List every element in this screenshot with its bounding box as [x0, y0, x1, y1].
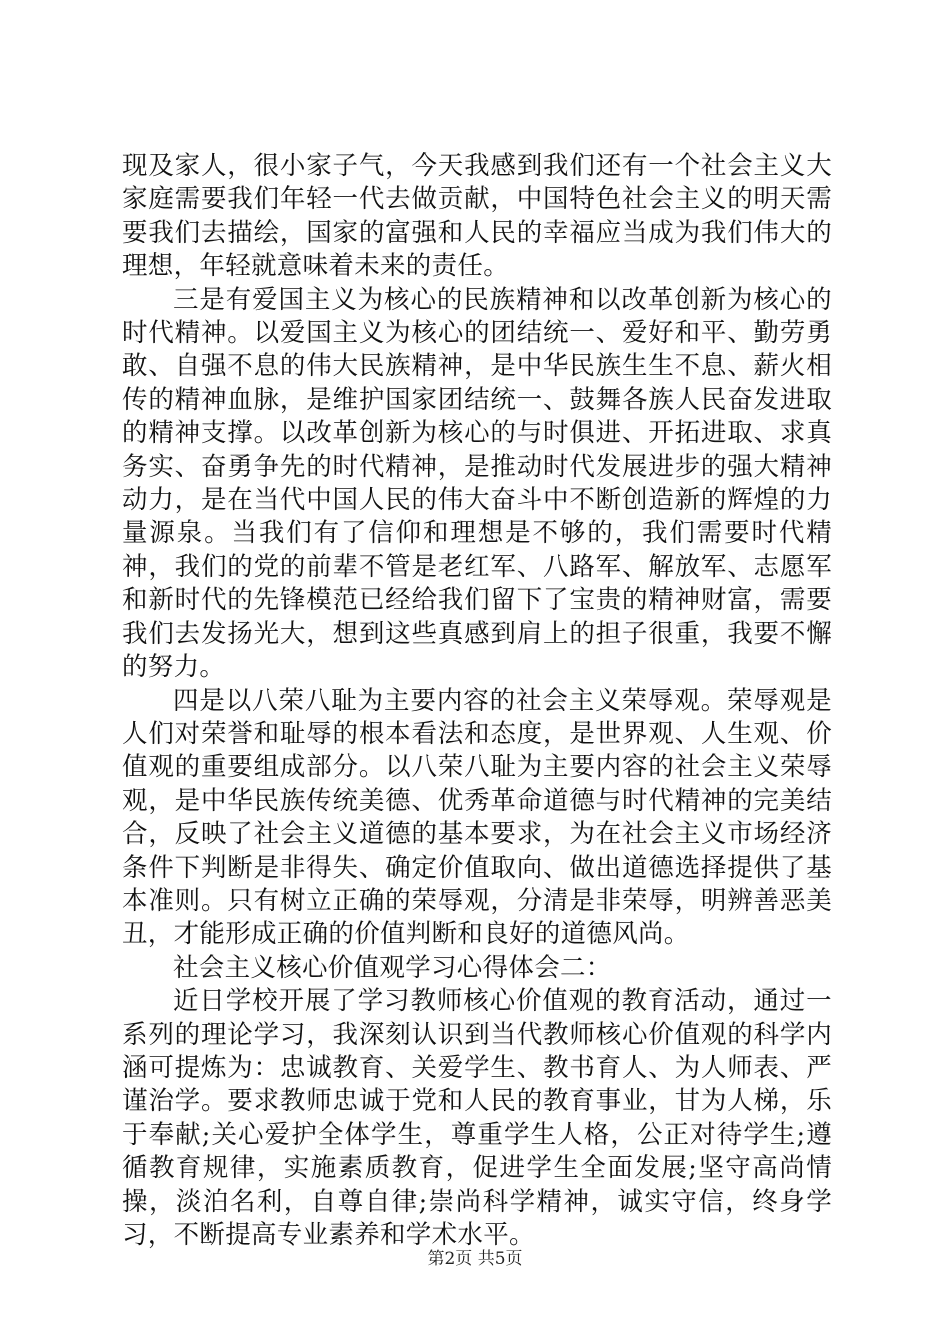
section-heading-two: 社会主义核心价值观学习心得体会二：: [173, 952, 612, 983]
page-number-footer: 第2页 共5页: [427, 1249, 523, 1269]
paragraph-continuation: 现及家人，很小家子气，今天我感到我们还有一个社会主义大家庭需要我们年轻一代去做贡献，中国特色社会主义的明天需要我们去描绘，国家的富强和人民的幸福应当成为我们伟大的理想，年轻就意味着未来的责任。: [122, 151, 832, 282]
paragraph-point-four: 四是以八荣八耻为主要内容的社会主义荣辱观。荣辱观是人们对荣誉和耻辱的根本看法和态度，是世界观、人生观、价值观的重要组成部分。以八荣八耻为主要内容的社会主义荣辱观，是中华民族传统美德、优秀革命道德与时代精神的完美结合，反映了社会主义道德的基本要求，为在社会主义市场经济条件下判断是非得失、确定价值取向、做出道德选择提供了基本准则。只有树立正确的荣辱观，分清是非荣辱，明辨善恶美丑，才能形成正确的价值判断和良好的道德风尚。: [122, 685, 832, 950]
paragraph-point-three: 三是有爱国主义为核心的民族精神和以改革创新为核心的时代精神。以爱国主义为核心的团结统一、爱好和平、勤劳勇敢、自强不息的伟大民族精神，是中华民族生生不息、薪火相传的精神血脉，是维护国家团结统一、鼓舞各族人民奋发进取的精神支撑。以改革创新为核心的与时俱进、开拓进取、求真务实、奋勇争先的时代精神，是推动时代发展进步的强大精神动力，是在当代中国人民的伟大奋斗中不断创造新的辉煌的力量源泉。当我们有了信仰和理想是不够的，我们需要时代精神，我们的党的前辈不管是老红军、八路军、解放军、志愿军和新时代的先锋模范已经给我们留下了宝贵的精神财富，需要我们去发扬光大，想到这些真感到肩上的担子很重，我要不懈的努力。: [122, 284, 832, 683]
document-body: [122, 150, 832, 1252]
paragraph-teacher-values: 近日学校开展了学习教师核心价值观的教育活动，通过一系列的理论学习，我深刻认识到当代教师核心价值观的科学内涵可提炼为：忠诚教育、关爱学生、教书育人、为人师表、严谨治学。要求教师忠诚于党和人民的教育事业，甘为人梯，乐于奉献;关心爱护全体学生，尊重学生人格，公正对待学生;遵循教育规律，实施素质教育，促进学生全面发展;坚守高尚情操，淡泊名利，自尊自律;崇尚科学精神，诚实守信，终身学习，不断提高专业素养和学术水平。: [122, 986, 832, 1250]
